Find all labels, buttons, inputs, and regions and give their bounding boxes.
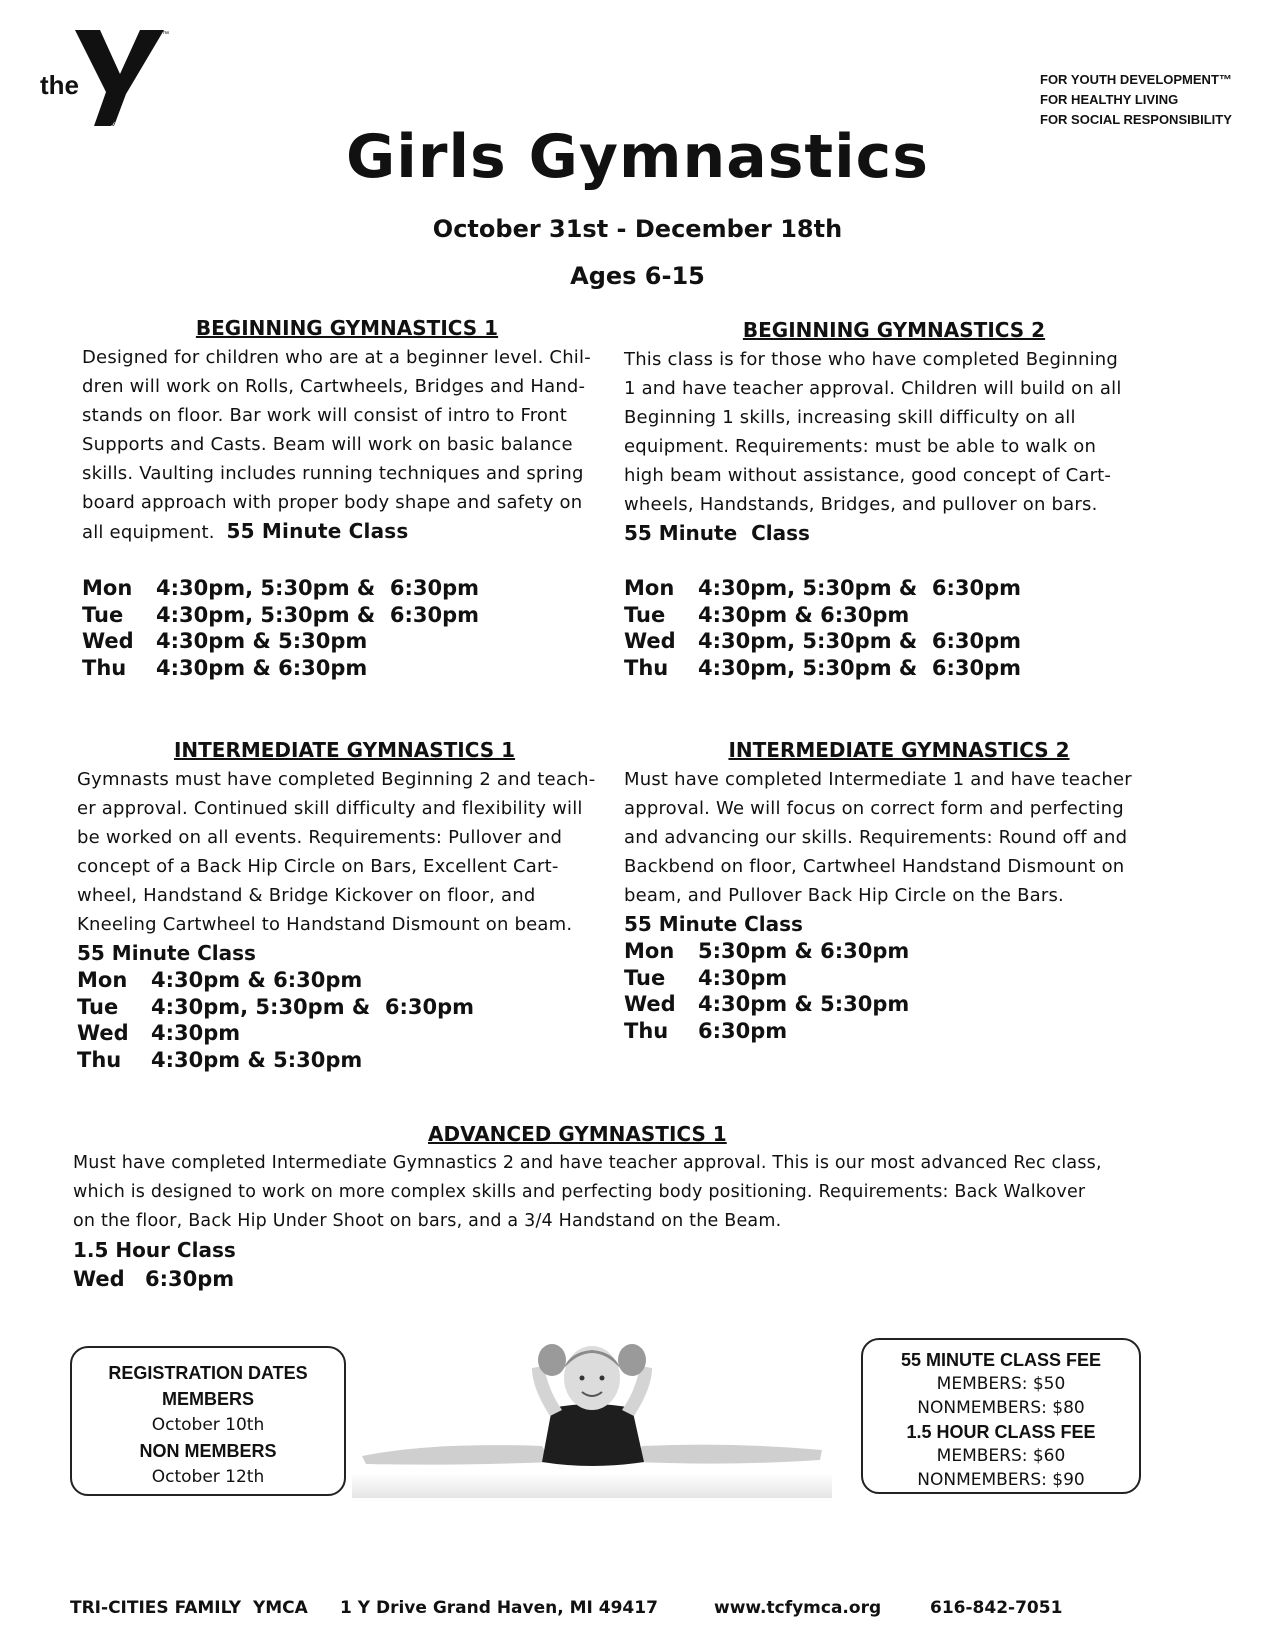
class-schedule [624,575,1144,681]
class-intermediate-1 [77,738,612,1073]
fee-55-heading: 55 MINUTE CLASS FEE [900,1350,1102,1370]
schedule-row: Wed 4:30pm [77,1021,241,1045]
description-line: all equipment. [82,522,215,543]
description-line: stands on floor. Bar work will consist of intro to Front [82,405,567,426]
description-line: 1 and have teacher approval. Children will build on all [624,378,1122,399]
description-line: This class is for those who have completed Beginning [624,349,1119,370]
description-line: Kneeling Cartwheel to Handstand Dismount on beam. [77,914,573,935]
gymnast-photo [352,1338,832,1498]
class-duration: 55 Minute Class [77,941,256,965]
class-schedule [624,938,1154,1044]
description-line: be worked on all events. Requirements: Pullover and [77,827,563,848]
description-line: equipment. Requirements: must be able to walk on [624,436,1097,457]
class-schedule [77,967,612,1073]
schedule-row: Thu 4:30pm & 6:30pm [82,655,368,680]
description-line: concept of a Back Hip Circle on Bars, Excellent Cart- [77,856,559,877]
schedule-row: Mon 5:30pm & 6:30pm [624,939,910,963]
tagline-line: FOR SOCIAL RESPONSIBILITY [1040,112,1232,127]
description-line: Designed for children who are at a beginner level. Chil- [82,347,591,368]
class-title: INTERMEDIATE GYMNASTICS 1 [173,738,516,762]
class-advanced-1 [73,1122,1203,1293]
session-dates: October 31st - December 18th [432,215,843,243]
schedule-row: Wed 6:30pm [73,1267,235,1291]
schedule-row: Mon 4:30pm, 5:30pm & 6:30pm [624,576,1021,600]
schedule-row: Wed 4:30pm, 5:30pm & 6:30pm [624,629,1021,653]
footer-website[interactable]: www.tcfymca.org [714,1598,882,1618]
schedule-row: Tue 4:30pm, 5:30pm & 6:30pm [77,994,474,1019]
fee-55-nonmembers: NONMEMBERS: $80 [917,1398,1085,1418]
nonmembers-date: October 12th [151,1467,265,1487]
fee-15-members: MEMBERS: $60 [936,1446,1066,1466]
description-line: wheels, Handstands, Bridges, and pullover on bars. [624,494,1098,515]
svg-text:YMCA: YMCA [108,121,125,138]
class-duration: 1.5 Hour Class [73,1238,236,1262]
class-beginning-2 [624,318,1144,681]
svg-text:™: ™ [162,31,169,38]
description-line: er approval. Continued skill difficulty and flexibility will [77,798,583,819]
description-line: dren will work on Rolls, Cartwheels, Bridges and Hand- [82,376,586,397]
schedule-row: Tue 4:30pm & 6:30pm [624,602,910,627]
tagline-line: FOR HEALTHY LIVING [1040,92,1179,107]
page-title: Girls Gymnastics [346,122,929,192]
fee-15-nonmembers: NONMEMBERS: $90 [917,1470,1085,1490]
schedule-row: Wed 4:30pm & 5:30pm [82,629,368,653]
description-line: approval. We will focus on correct form and perfecting [624,798,1124,819]
class-duration: 55 Minute Class [624,912,803,936]
description-line: Supports and Casts. Beam will work on basic balance [82,434,573,455]
class-beginning-1 [82,316,612,681]
footer-org: TRI-CITIES FAMILY YMCA [70,1598,308,1618]
schedule-row: Thu 4:30pm, 5:30pm & 6:30pm [624,655,1021,680]
description-line: Gymnasts must have completed Beginning 2 and teach- [77,769,596,790]
description-line: Beginning 1 skills, increasing skill difficulty on all [624,407,1076,428]
class-title: BEGINNING GYMNASTICS 1 [195,316,499,340]
description-line: skills. Vaulting includes running techniques and spring [82,463,584,484]
description-line: wheel, Handstand & Bridge Kickover on floor, and [77,885,536,906]
description-line: on the floor, Back Hip Under Shoot on bars, and a 3/4 Handstand on the Beam. [73,1211,782,1231]
schedule-row: Mon 4:30pm & 6:30pm [77,968,363,992]
members-label: MEMBERS [161,1389,254,1409]
class-description [77,765,612,939]
fee-55-members: MEMBERS: $50 [936,1374,1066,1394]
class-description [624,765,1154,910]
schedule-row: Thu 4:30pm & 5:30pm [77,1047,363,1072]
class-title: BEGINNING GYMNASTICS 2 [742,318,1046,342]
tagline-line: FOR YOUTH DEVELOPMENT™ [1040,72,1232,87]
footer-phone: 616-842-7051 [930,1598,1063,1618]
description-line: Backbend on floor, Cartwheel Handstand Dismount on [624,856,1125,877]
description-line: Must have completed Intermediate 1 and have teacher [624,769,1132,790]
schedule-row: Tue 4:30pm [624,965,788,990]
schedule-row: Wed 4:30pm & 5:30pm [624,992,910,1016]
registration-box [70,1346,346,1496]
members-date: October 10th [151,1415,265,1435]
class-duration: 55 Minute Class [226,519,409,543]
class-description [624,345,1144,519]
schedule-row: Thu 6:30pm [624,1018,788,1043]
description-line: and advancing our skills. Requirements: Round off and [624,827,1128,848]
fee-15-heading: 1.5 HOUR CLASS FEE [906,1422,1096,1442]
fee-box [861,1338,1141,1494]
class-description [82,343,612,547]
gymnast-split-icon [352,1338,832,1498]
class-description [73,1149,1203,1236]
class-duration: 55 Minute Class [624,521,810,545]
class-schedule [82,575,612,681]
class-intermediate-2 [624,738,1154,1044]
class-title: INTERMEDIATE GYMNASTICS 2 [728,738,1070,762]
description-line: beam, and Pullover Back Hip Circle on the Bars. [624,885,1064,906]
nonmembers-label: NON MEMBERS [139,1441,277,1461]
logo-wordmark: the [40,70,79,100]
description-line: which is designed to work on more complex skills and perfecting body positioning. Requirements: Back Walkover [73,1182,1086,1202]
class-schedule [73,1266,1203,1293]
description-line: Must have completed Intermediate Gymnastics 2 and have teacher approval. This is our most advanced Rec class, [73,1153,1102,1173]
tagline [1040,70,1260,130]
description-line: board approach with proper body shape and safety on [82,492,583,513]
schedule-row: Tue 4:30pm, 5:30pm & 6:30pm [82,602,479,627]
age-range: Ages 6-15 [570,262,705,290]
footer-address: 1 Y Drive Grand Haven, MI 49417 [340,1598,658,1618]
schedule-row: Mon 4:30pm, 5:30pm & 6:30pm [82,576,479,600]
description-line: high beam without assistance, good concept of Cart- [624,465,1112,486]
class-title: ADVANCED GYMNASTICS 1 [428,1122,727,1146]
registration-heading: REGISTRATION DATES [108,1363,308,1383]
